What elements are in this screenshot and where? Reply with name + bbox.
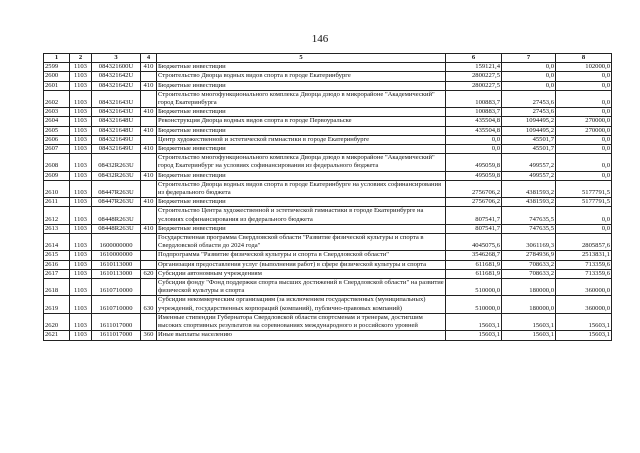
item-name-cell: Иные выплаты населению <box>157 331 446 340</box>
amount-col8-cell: 0,0 <box>556 108 612 117</box>
table-row <box>44 117 612 126</box>
amount-col8-cell: 0,0 <box>556 224 612 233</box>
amount-col6-cell: 807541,7 <box>446 207 502 224</box>
section-code-cell: 1103 <box>70 81 92 90</box>
amount-col8-cell: 270000,0 <box>556 117 612 126</box>
expense-type-cell <box>141 72 157 81</box>
row-number-cell: 2602 <box>44 90 70 107</box>
section-code-cell: 1103 <box>70 234 92 251</box>
amount-col7-cell: 1094495,2 <box>502 117 556 126</box>
amount-col7-cell: 0,0 <box>502 81 556 90</box>
item-name-cell: Бюджетные инвестиции <box>157 81 446 90</box>
expense-type-cell <box>141 117 157 126</box>
table-row <box>44 81 612 90</box>
section-code-cell: 1103 <box>70 171 92 180</box>
item-name-cell: Бюджетные инвестиции <box>157 126 446 135</box>
article-code-cell: 08447R263U <box>92 180 141 197</box>
amount-col6-cell: 510000,0 <box>446 296 502 313</box>
amount-col7-cell: 27453,6 <box>502 108 556 117</box>
amount-col8-cell: 0,0 <box>556 207 612 224</box>
table-row <box>44 135 612 144</box>
amount-col6-cell: 2756706,2 <box>446 198 502 207</box>
amount-col6-cell: 611681,9 <box>446 269 502 278</box>
table-row <box>44 154 612 171</box>
amount-col6-cell: 435504,8 <box>446 117 502 126</box>
article-code-cell: 084321648U <box>92 126 141 135</box>
item-name-cell: Бюджетные инвестиции <box>157 108 446 117</box>
amount-col6-cell: 100883,7 <box>446 108 502 117</box>
row-number-cell: 2610 <box>44 180 70 197</box>
page-number: 146 <box>311 33 329 45</box>
expense-type-cell <box>141 207 157 224</box>
section-code-cell: 1103 <box>70 154 92 171</box>
expense-type-cell <box>141 135 157 144</box>
article-code-cell: 1610113000 <box>92 260 141 269</box>
article-code-cell: 1600000000 <box>92 234 141 251</box>
article-code-cell: 084321643U <box>92 90 141 107</box>
article-code-cell: 1610000000 <box>92 251 141 260</box>
column-header: 1 <box>44 54 70 63</box>
item-name-cell: Строительство Дворца водных видов спорта в городе Екатеринбурге <box>157 72 446 81</box>
amount-col7-cell: 747635,5 <box>502 207 556 224</box>
amount-col6-cell: 435504,8 <box>446 126 502 135</box>
amount-col8-cell: 0,0 <box>556 135 612 144</box>
expense-type-cell: 410 <box>141 81 157 90</box>
section-code-cell: 1103 <box>70 331 92 340</box>
table-row <box>44 63 612 72</box>
section-code-cell: 1103 <box>70 145 92 154</box>
amount-col8-cell: 102000,0 <box>556 63 612 72</box>
expense-type-cell <box>141 234 157 251</box>
row-number-cell: 2599 <box>44 63 70 72</box>
row-number-cell: 2603 <box>44 108 70 117</box>
row-number-cell: 2618 <box>44 279 70 296</box>
column-header: 6 <box>446 54 502 63</box>
section-code-cell: 1103 <box>70 251 92 260</box>
article-code-cell: 084321642U <box>92 72 141 81</box>
section-code-cell: 1103 <box>70 269 92 278</box>
table-row <box>44 90 612 107</box>
amount-col6-cell: 100883,7 <box>446 90 502 107</box>
row-number-cell: 2612 <box>44 207 70 224</box>
article-code-cell: 084321643U <box>92 108 141 117</box>
expense-type-cell <box>141 251 157 260</box>
expense-type-cell: 360 <box>141 331 157 340</box>
amount-col8-cell: 0,0 <box>556 171 612 180</box>
table-row <box>44 207 612 224</box>
item-name-cell: Строительство многофункционального комплекса Дворца дзюдо в микрорайоне "Академический" город Екатеринбурга <box>157 90 446 107</box>
row-number-cell: 2620 <box>44 313 70 330</box>
section-code-cell: 1103 <box>70 224 92 233</box>
amount-col7-cell: 45501,7 <box>502 145 556 154</box>
table-row <box>44 260 612 269</box>
item-name-cell: Бюджетные инвестиции <box>157 224 446 233</box>
amount-col8-cell: 0,0 <box>556 145 612 154</box>
table-row <box>44 296 612 313</box>
item-name-cell: Субсидии некоммерческим организациям (за исключением государственных (муниципальных) учреждений, государственных корпораций (компаний), публично-правовых компаний) <box>157 296 446 313</box>
amount-col7-cell: 499557,2 <box>502 154 556 171</box>
row-number-cell: 2615 <box>44 251 70 260</box>
amount-col6-cell: 2800227,5 <box>446 72 502 81</box>
row-number-cell: 2621 <box>44 331 70 340</box>
row-number-cell: 2606 <box>44 135 70 144</box>
table-row <box>44 198 612 207</box>
table-row <box>44 72 612 81</box>
row-number-cell: 2614 <box>44 234 70 251</box>
amount-col8-cell: 713359,6 <box>556 260 612 269</box>
amount-col7-cell: 45501,7 <box>502 135 556 144</box>
section-code-cell: 1103 <box>70 207 92 224</box>
item-name-cell: Подпрограмма "Развитие физической культуры и спорта в Свердловской области" <box>157 251 446 260</box>
amount-col8-cell: 270000,0 <box>556 126 612 135</box>
expense-type-cell <box>141 260 157 269</box>
amount-col8-cell: 0,0 <box>556 154 612 171</box>
row-number-cell: 2609 <box>44 171 70 180</box>
amount-col7-cell: 4381593,2 <box>502 180 556 197</box>
section-code-cell: 1103 <box>70 126 92 135</box>
row-number-cell: 2617 <box>44 269 70 278</box>
row-number-cell: 2619 <box>44 296 70 313</box>
amount-col7-cell: 0,0 <box>502 63 556 72</box>
table-row <box>44 251 612 260</box>
expense-type-cell: 620 <box>141 269 157 278</box>
table-row <box>44 224 612 233</box>
row-number-cell: 2613 <box>44 224 70 233</box>
row-number-cell: 2600 <box>44 72 70 81</box>
article-code-cell: 08432R263U <box>92 154 141 171</box>
amount-col8-cell: 0,0 <box>556 90 612 107</box>
expense-type-cell: 410 <box>141 126 157 135</box>
item-name-cell: Государственная программа Свердловской области "Развитие физической культуры и спорта в Свердловской области до 2024 года" <box>157 234 446 251</box>
item-name-cell: Реконструкция Дворца водных видов спорта в городе Первоуральске <box>157 117 446 126</box>
amount-col8-cell: 15603,1 <box>556 331 612 340</box>
expense-type-cell: 410 <box>141 108 157 117</box>
amount-col8-cell: 360000,0 <box>556 279 612 296</box>
item-name-cell: Центр художественной и эстетической гимнастики в городе Екатеринбурге <box>157 135 446 144</box>
section-code-cell: 1103 <box>70 72 92 81</box>
amount-col7-cell: 499557,2 <box>502 171 556 180</box>
amount-col6-cell: 495059,8 <box>446 171 502 180</box>
amount-col7-cell: 1094495,2 <box>502 126 556 135</box>
item-name-cell: Именные стипендии Губернатора Свердловской области спортсменам и тренерам, достигшим высоких спортивных результатов на соревнованиях международного и российского уровней <box>157 313 446 330</box>
amount-col6-cell: 3546268,7 <box>446 251 502 260</box>
amount-col8-cell: 5177791,5 <box>556 198 612 207</box>
column-header: 4 <box>141 54 157 63</box>
article-code-cell: 084321649U <box>92 145 141 154</box>
amount-col6-cell: 159121,4 <box>446 63 502 72</box>
item-name-cell: Строительство Дворца водных видов спорта в городе Екатеринбурге на условиях софинансирования из федерального бюджета <box>157 180 446 197</box>
expense-type-cell: 630 <box>141 296 157 313</box>
amount-col7-cell: 708633,2 <box>502 269 556 278</box>
expense-type-cell: 410 <box>141 224 157 233</box>
item-name-cell: Строительство многофункционального комплекса Дворца дзюдо в микрорайоне "Академический" город Екатеринбург на условиях софинансирования из федерального бюджета <box>157 154 446 171</box>
expense-type-cell: 410 <box>141 198 157 207</box>
table-row <box>44 171 612 180</box>
section-code-cell: 1103 <box>70 313 92 330</box>
amount-col6-cell: 15603,1 <box>446 313 502 330</box>
article-code-cell: 08448R263U <box>92 207 141 224</box>
expense-type-cell <box>141 279 157 296</box>
amount-col6-cell: 4045075,6 <box>446 234 502 251</box>
table-row <box>44 279 612 296</box>
article-code-cell: 1610113000 <box>92 269 141 278</box>
table-row <box>44 108 612 117</box>
amount-col7-cell: 747635,5 <box>502 224 556 233</box>
amount-col6-cell: 15603,1 <box>446 331 502 340</box>
amount-col7-cell: 15603,1 <box>502 313 556 330</box>
row-number-cell: 2611 <box>44 198 70 207</box>
article-code-cell: 08432R263U <box>92 171 141 180</box>
expense-type-cell <box>141 154 157 171</box>
amount-col6-cell: 0,0 <box>446 135 502 144</box>
section-code-cell: 1103 <box>70 90 92 107</box>
amount-col8-cell: 15603,1 <box>556 313 612 330</box>
column-header: 5 <box>157 54 446 63</box>
section-code-cell: 1103 <box>70 117 92 126</box>
amount-col6-cell: 2756706,2 <box>446 180 502 197</box>
amount-col6-cell: 495059,8 <box>446 154 502 171</box>
section-code-cell: 1103 <box>70 108 92 117</box>
column-header: 7 <box>502 54 556 63</box>
amount-col7-cell: 3061169,3 <box>502 234 556 251</box>
table-row <box>44 269 612 278</box>
table-row <box>44 234 612 251</box>
amount-col8-cell: 2805857,6 <box>556 234 612 251</box>
article-code-cell: 084321642U <box>92 81 141 90</box>
item-name-cell: Бюджетные инвестиции <box>157 63 446 72</box>
amount-col7-cell: 2784936,9 <box>502 251 556 260</box>
article-code-cell: 084321649U <box>92 135 141 144</box>
table-header-row <box>44 54 612 63</box>
amount-col6-cell: 0,0 <box>446 145 502 154</box>
item-name-cell: Субсидии автономным учреждениям <box>157 269 446 278</box>
column-header: 8 <box>556 54 612 63</box>
amount-col7-cell: 708633,2 <box>502 260 556 269</box>
amount-col6-cell: 2800227,5 <box>446 81 502 90</box>
section-code-cell: 1103 <box>70 198 92 207</box>
expense-type-cell <box>141 180 157 197</box>
amount-col8-cell: 0,0 <box>556 72 612 81</box>
expense-type-cell <box>141 90 157 107</box>
row-number-cell: 2608 <box>44 154 70 171</box>
amount-col7-cell: 180000,0 <box>502 279 556 296</box>
article-code-cell: 08448R263U <box>92 224 141 233</box>
section-code-cell: 1103 <box>70 135 92 144</box>
article-code-cell: 1611017000 <box>92 331 141 340</box>
table-body <box>44 63 612 340</box>
expense-type-cell <box>141 313 157 330</box>
item-name-cell: Бюджетные инвестиции <box>157 198 446 207</box>
amount-col8-cell: 2513831,1 <box>556 251 612 260</box>
amount-col8-cell: 713359,6 <box>556 269 612 278</box>
section-code-cell: 1103 <box>70 260 92 269</box>
table-row <box>44 313 612 330</box>
expense-type-cell: 410 <box>141 145 157 154</box>
table-row <box>44 180 612 197</box>
amount-col7-cell: 180000,0 <box>502 296 556 313</box>
table-row <box>44 331 612 340</box>
article-code-cell: 08447R263U <box>92 198 141 207</box>
amount-col7-cell: 27453,6 <box>502 90 556 107</box>
amount-col7-cell: 0,0 <box>502 72 556 81</box>
article-code-cell: 084321600U <box>92 63 141 72</box>
item-name-cell: Субсидия фонду "Фонд поддержки спорта высших достижений в Свердловской области" на развитие физической культуры и спорта <box>158 279 444 295</box>
amount-col7-cell: 4381593,2 <box>502 198 556 207</box>
budget-table <box>43 53 612 341</box>
article-code-cell: 1610710000 <box>92 296 141 313</box>
amount-col8-cell: 360000,0 <box>556 296 612 313</box>
item-name-cell: Организация предоставления услуг (выполнения работ) в сфере физической культуры и спорта <box>157 260 446 269</box>
expense-type-cell: 410 <box>141 171 157 180</box>
item-name-cell: Бюджетные инвестиции <box>157 145 446 154</box>
table-row <box>44 126 612 135</box>
article-code-cell: 1610710000 <box>92 279 141 296</box>
section-code-cell: 1103 <box>70 296 92 313</box>
section-code-cell: 1103 <box>70 180 92 197</box>
amount-col8-cell: 5177791,5 <box>556 180 612 197</box>
amount-col7-cell: 15603,1 <box>502 331 556 340</box>
article-code-cell: 084321648U <box>92 117 141 126</box>
article-code-cell: 1611017000 <box>92 313 141 330</box>
section-code-cell: 1103 <box>70 279 92 296</box>
row-number-cell: 2604 <box>44 117 70 126</box>
table-row <box>44 145 612 154</box>
column-header: 2 <box>70 54 92 63</box>
row-number-cell: 2605 <box>44 126 70 135</box>
column-header: 3 <box>92 54 141 63</box>
item-name-cell: Бюджетные инвестиции <box>157 171 446 180</box>
amount-col6-cell: 807541,7 <box>446 224 502 233</box>
item-name-cell: Строительство Центра художественной и эстетической гимнастики в городе Екатеринбурге на условиях софинансирования из федерального бюджета <box>157 207 446 224</box>
expense-type-cell: 410 <box>141 63 157 72</box>
row-number-cell: 2616 <box>44 260 70 269</box>
amount-col6-cell: 611681,9 <box>446 260 502 269</box>
row-number-cell: 2601 <box>44 81 70 90</box>
section-code-cell: 1103 <box>70 63 92 72</box>
amount-col6-cell: 510000,0 <box>446 279 502 296</box>
amount-col8-cell: 0,0 <box>556 81 612 90</box>
row-number-cell: 2607 <box>44 145 70 154</box>
